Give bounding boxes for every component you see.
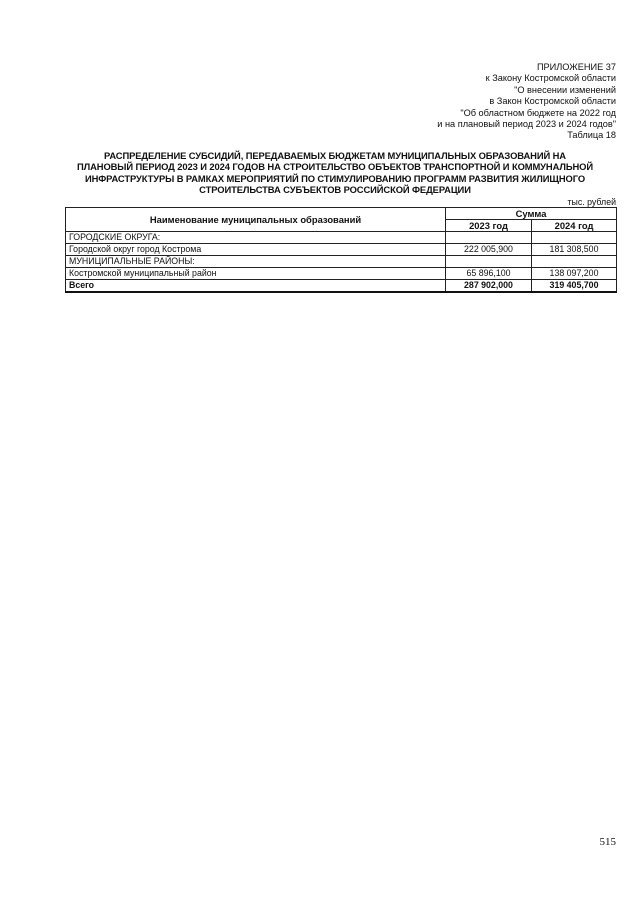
appendix-line: "О внесении изменений bbox=[514, 84, 616, 95]
table-row bbox=[66, 256, 617, 268]
row-value-2023: 222 005,900 bbox=[446, 244, 532, 256]
appendix-reference bbox=[437, 62, 616, 142]
row-name: Городской округ город Кострома bbox=[66, 244, 446, 256]
total-row bbox=[66, 280, 617, 293]
column-header-2023: 2023 год bbox=[446, 220, 532, 232]
column-header-sum: Сумма bbox=[446, 208, 617, 220]
appendix-line: ПРИЛОЖЕНИЕ 37 bbox=[536, 62, 616, 72]
table-row bbox=[66, 232, 617, 244]
document-title bbox=[70, 150, 600, 196]
appendix-line: в Закон Костромской области bbox=[489, 96, 616, 107]
title-line: СТРОИТЕЛЬСТВА СУБЪЕКТОВ РОССИЙСКОЙ ФЕДЕРАЦИИ bbox=[199, 184, 471, 196]
table-header-row bbox=[66, 208, 617, 220]
total-label: Всего bbox=[66, 280, 446, 293]
row-name: МУНИЦИПАЛЬНЫЕ РАЙОНЫ: bbox=[66, 256, 446, 268]
table-number: Таблица 18 bbox=[567, 130, 616, 141]
row-value-2023 bbox=[446, 232, 532, 244]
table-row bbox=[66, 244, 617, 256]
units-label: тыс. рублей bbox=[567, 197, 616, 207]
title-line: РАСПРЕДЕЛЕНИЕ СУБСИДИЙ, ПЕРЕДАВАЕМЫХ БЮДЖЕТАМ МУНИЦИПАЛЬНЫХ ОБРАЗОВАНИЙ НА bbox=[104, 150, 566, 161]
subsidy-table bbox=[65, 207, 617, 293]
row-name: ГОРОДСКИЕ ОКРУГА: bbox=[66, 232, 446, 244]
title-line: ПЛАНОВЫЙ ПЕРИОД 2023 И 2024 ГОДОВ НА СТРОИТЕЛЬСТВО ОБЪЕКТОВ ТРАНСПОРТНОЙ И КОММУНАЛЬНОЙ bbox=[76, 161, 593, 173]
appendix-line: и на плановый период 2023 и 2024 годов" bbox=[437, 119, 616, 130]
appendix-line: "Об областном бюджете на 2022 год bbox=[460, 107, 616, 118]
title-line: ИНФРАСТРУКТУРЫ В РАМКАХ МЕРОПРИЯТИЙ ПО СТИМУЛИРОВАНИЮ ПРОГРАММ РАЗВИТИЯ ЖИЛИЩНОГО bbox=[84, 172, 586, 184]
row-value-2023: 65 896,100 bbox=[446, 268, 532, 280]
row-value-2023 bbox=[446, 256, 532, 268]
column-header-2024: 2024 год bbox=[532, 220, 617, 232]
row-value-2024 bbox=[532, 232, 617, 244]
row-name: Костромской муниципальный район bbox=[66, 268, 446, 280]
row-value-2024: 181 308,500 bbox=[532, 244, 617, 256]
row-value-2024: 138 097,200 bbox=[532, 268, 617, 280]
total-value-2023: 287 902,000 bbox=[446, 280, 532, 293]
table-row bbox=[66, 268, 617, 280]
row-value-2024 bbox=[532, 256, 617, 268]
page-number: 515 bbox=[599, 836, 616, 848]
appendix-line: к Закону Костромской области bbox=[485, 73, 616, 84]
total-value-2024: 319 405,700 bbox=[532, 280, 617, 293]
column-header-name: Наименование муниципальных образований bbox=[66, 208, 446, 232]
